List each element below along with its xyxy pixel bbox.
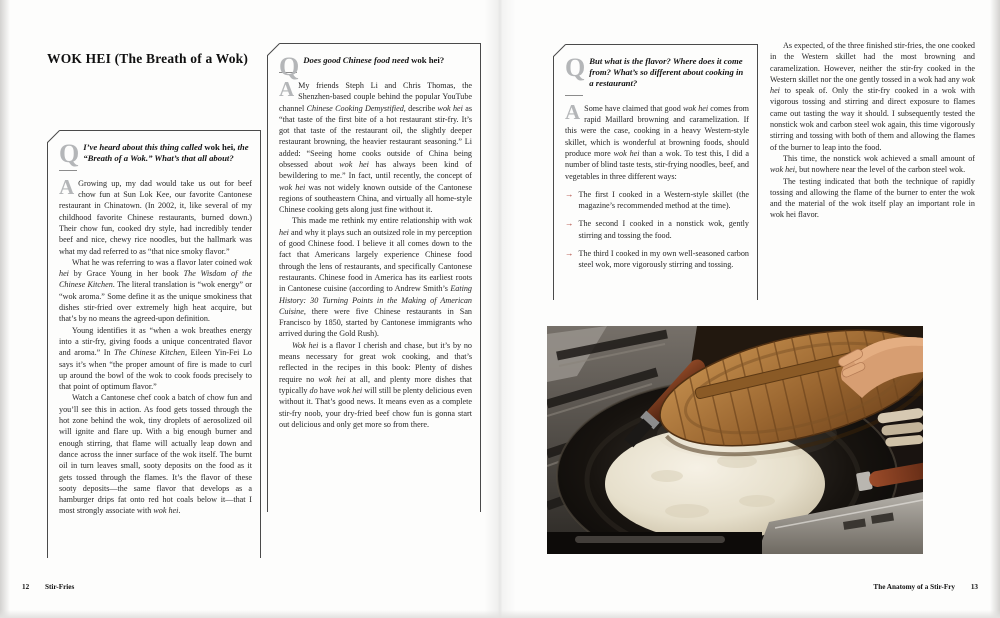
question-text (565, 53, 749, 89)
answer-paragraph: What he was referring to was a flavor later coined wok hei by Grace Young in her book The Wisdom of the Chinese Kitchen. The literal translation is “wok energy” or “wok aroma.” Some define it as the unique smokiness that dishes stir-fried over extremely high heat acquire, but that’s by no means the agreed-upon definition. (59, 257, 253, 324)
question-body: I’ve heard about this thing called wok hei, the “Breath of a Wok.” What’s that all about? (83, 142, 249, 163)
qa-panel-1 (47, 130, 261, 558)
answer-text: My friends Steph Li and Chris Thomas, the Shenzhen-based couple behind the popular YouTube channel Chinese Cooking Demystified, describe wok hei as “that taste of the first bite of a hot restaurant stir-fry. It’s got that taste of the restaurant oil, the slightly deeper restaurant browning, the heavier restaurant seasoning.” Li added: “Seeing home cooks outside of China being obsessed about wok hei has always been kind of bewildering to me.” In fact, until recently, the concept of wok hei was not widely known outside of the Cantonese regions of southeastern China, and virtually all home-style Chinese cooking gets along just fine without it. (279, 80, 473, 215)
body-paragraph: The testing indicated that both the technique of rapidly tossing and allowing the flame of the burner to enter the wok and the material of the wok itself play an important role in wok hei flavor. (770, 176, 975, 220)
body-paragraph: This time, the nonstick wok achieved a small amount of wok hei, but nowhere near the level of the carbon steel wok. (770, 153, 975, 175)
bullet-item (565, 218, 749, 241)
bullet-item (565, 248, 749, 271)
question-text (279, 52, 472, 81)
a-drop-cap: A (279, 76, 295, 101)
a-drop-cap: A (565, 99, 581, 124)
stove-base-trim (575, 536, 725, 543)
question-divider (565, 95, 583, 96)
bullet-text: The second I cooked in a nonstick wok, gently stirring and tossing the food. (578, 219, 749, 240)
answer-paragraph (565, 99, 749, 182)
answer-paragraph: Wok hei is a flavor I cherish and chase, but it’s by no means necessary for great wok cooking, and that’s reflected in the recipes in this book: Plenty of dishes require no wok hei at all, and plenty more dishes that typically do have wok hei will still be plenty delicious even without it. That’s good news. It means even as a complete stir-fry noob, your dry-fried beef chow fun is gonna start out delicious and only get more so from there. (279, 340, 473, 429)
answer-text: Growing up, my dad would take us out for beef chow fun at Sun Lok Kee, our favorite Cantonese restaurant in Chinatown. (In 2002, it, like several of my childhood favorite Chinese restaurants, burned down.) Their chow fun, cooked dry style, had incredibly tender beef and nice, chewy rice noodles, but the hallmark was what my dad referred to as “that nice smoky flavor.” (59, 178, 252, 256)
page-bottom-shadow (0, 610, 1000, 618)
q-drop-cap: Q (279, 52, 300, 81)
wok-photo (547, 326, 923, 554)
section-title: The Anatomy of a Stir-Fry (873, 583, 956, 591)
page-number: 13 (970, 583, 978, 591)
arrow-bullet-icon: → (565, 247, 574, 258)
question-body: Does good Chinese food need wok hei? (303, 55, 445, 65)
section-title: Stir-Fries (44, 583, 75, 591)
bullet-item (565, 189, 749, 212)
answer-text: Some have claimed that good wok hei comes from rapid Maillard browning and caramelization. If this were the case, cooking in a heavy Western-style skillet, which is wonderful at browning foods, should produce more wok hei than a wok. To test this, I did a number of blind taste tests, stir-frying noodles, beef, and vegetables in three different ways: (565, 103, 749, 181)
answer-paragraph: Watch a Cantonese chef cook a batch of chow fun and you’ll see this in action. As food gets tossed through the hot zone behind the wok, tiny droplets of aerosolized oil will ignite and flare up. With a big enough burner and enough stirring, that flame will actually leap down and dance across the inner surface of the wok itself. The burnt oil in turn leaves small, sooty deposits on the food as it gets tossed through the flames. It’s the flavor of these sooty deposits—the same flavor that develops as a hamburger drips fat onto red hot coals below it—that I most strongly associate with wok hei. (59, 393, 252, 516)
qa-panel-3 (553, 44, 758, 300)
qa-panel-2 (267, 43, 481, 512)
a-drop-cap: A (59, 174, 75, 199)
q-drop-cap: Q (59, 139, 80, 168)
arrow-bullet-icon: → (565, 218, 574, 229)
page-title: WOK HEI (The Breath of a Wok) (47, 51, 249, 67)
page-spine-shadow (484, 0, 516, 618)
q-drop-cap: Q (565, 53, 586, 82)
footer-left (22, 583, 74, 591)
question-text (59, 139, 252, 168)
answer-paragraph: This made me rethink my entire relationship with wok hei and why it plays such an outsized role in my perception of good Chinese food. I believe it all comes down to the fact that Americans largely experience Chinese food through the lens of restaurants, and specifically Cantonese restaurants. Chinese food in America has its earliest roots in Cantonese cuisine (according to Andrew Smith’s Eating History: 30 Turning Points in the Making of American Cuisine, there were five Chinese restaurants in San Francisco by 1850, started by Cantonese immigrants who arrived during the Gold Rush). (279, 216, 472, 339)
answer-paragraph (279, 76, 473, 216)
answer-paragraph: Young identifies it as “when a wok breathes energy into a stir-fry, giving foods a unique concentrated flavor and aroma.” In The Chinese Kitchen, Eileen Yin-Fei Lo says it’s when “the proper amount of fire is made to curl up around the bowl of the wok to cook foods precisely to that point of optimum flavor.” (59, 325, 252, 392)
footer-right (873, 583, 978, 591)
arrow-bullet-icon: → (565, 188, 574, 199)
body-paragraph: As expected, of the three finished stir-fries, the one cooked in the Western skillet had the most browning and caramelization. However, neither the stir-fry cooked in the Western skillet nor the one gently tossed in a wok had any wok hei to speak of. Only the stir-fry cooked in a wok with vigorous tossing and stirring and direct exposure to flames came out tasting the way it should. I subsequently tested the nonstick wok and carbon steel wok again, this time vigorously stirring and tossing with both of them and allowing the flames of the burner to leap into the food. (770, 41, 975, 152)
bullet-text: The third I cooked in my own well-seasoned carbon steel wok, more vigorously stirring and tossing. (578, 248, 749, 270)
body-column (770, 40, 975, 221)
page-edge-left (0, 0, 10, 618)
bullet-text: The first I cooked in a Western-style skillet (the magazine’s recommended method at the time). (578, 189, 749, 211)
question-divider (59, 170, 77, 171)
page-number: 12 (22, 583, 30, 591)
page-edge-right (990, 0, 1000, 618)
question-body: But what is the flavor? Where does it come from? What’s so different about cooking in a restaurant? (589, 56, 744, 88)
answer-paragraph (59, 174, 252, 257)
